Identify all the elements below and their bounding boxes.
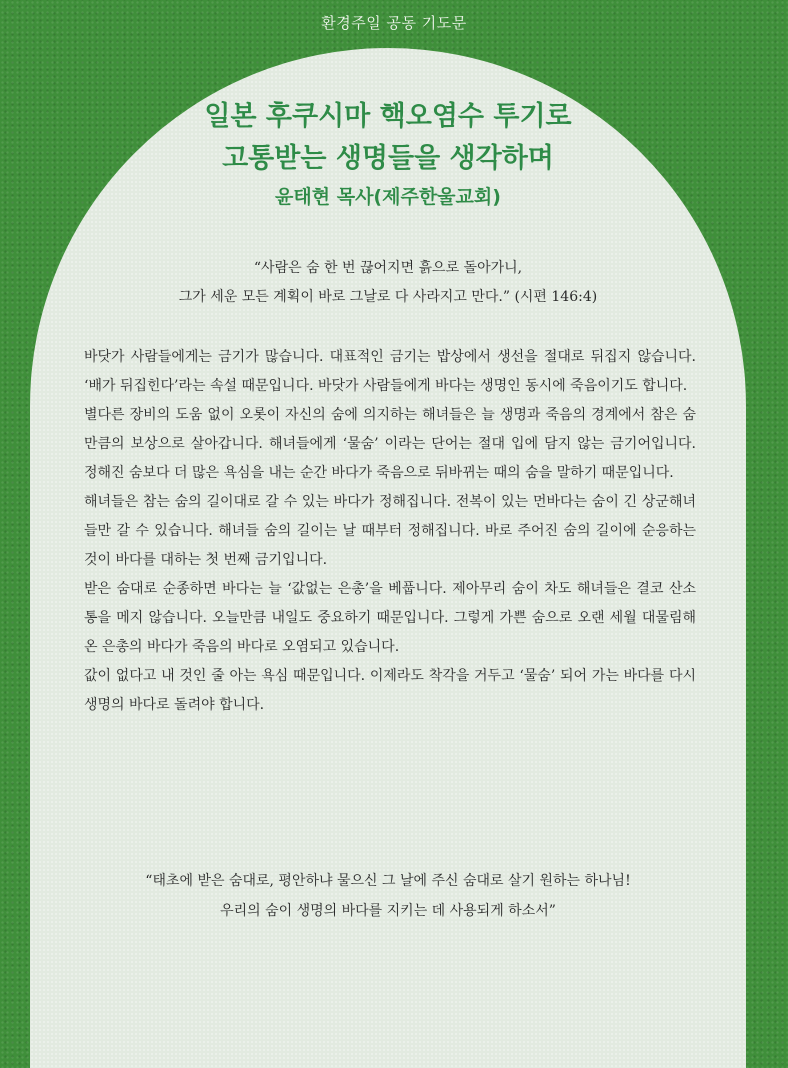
- body-paragraph-3: 해녀들은 참는 숨의 길이대로 갈 수 있는 바다가 정해집니다. 전복이 있는 먼바다는 숨이 긴 상군해녀들만 갈 수 있습니다. 해녀들 숨의 길이는 날 때부터 정해집니다. 바로 주어진 숨의 길이에 순응하는 것이 바다를 대하는 첫 번째 금기입니다.: [84, 494, 696, 568]
- prayer-line-2: 우리의 숨이 생명의 바다를 지키는 데 사용되게 하소서”: [220, 903, 556, 919]
- title-line-1: 일본 후쿠시마 핵오염수 투기로: [204, 101, 572, 132]
- body-paragraph-5: 값이 없다고 내 것인 줄 아는 욕심 때문입니다. 이제라도 착각을 거두고 ‘물숨’ 되어 가는 바다를 다시 생명의 바다로 돌려야 합니다.: [84, 668, 696, 713]
- prayer-line-1: “태초에 받은 숨대로, 평안하냐 물으신 그 날에 주신 숨대로 살기 원하는 하나님!: [145, 873, 631, 889]
- page-header-label: 환경주일 공동 기도문: [321, 14, 467, 32]
- body-paragraph-4: 받은 숨대로 순종하면 바다는 늘 ‘값없는 은총’을 베풉니다. 제아무리 숨이 차도 해녀들은 결코 산소통을 메지 않습니다. 오늘만큼 내일도 중요하기 때문입니다. 그렇게 가쁜 숨으로 오랜 세월 대물림해온 은총의 바다가 죽음의 바다로 오염되고 있습니다.: [84, 581, 696, 655]
- body-paragraph-1: 바닷가 사람들에게는 금기가 많습니다. 대표적인 금기는 밥상에서 생선을 절대로 뒤집지 않습니다. ‘배가 뒤집힌다’라는 속설 때문입니다. 바닷가 사람들에게 바다는 생명인 동시에 죽음이기도 합니다.: [84, 349, 696, 394]
- closing-prayer: [30, 866, 746, 926]
- title-line-2: 고통받는 생명들을 생각하며: [222, 143, 554, 174]
- scripture-quote: [30, 254, 746, 312]
- arch-card: [30, 48, 746, 1068]
- scripture-line-1: “사람은 숨 한 번 끊어지면 흙으로 돌아가니,: [253, 260, 523, 276]
- body-paragraph-2: 별다른 장비의 도움 없이 오롯이 자신의 숨에 의지하는 해녀들은 늘 생명과 죽음의 경계에서 참은 숨만큼의 보상으로 살아갑니다. 해녀들에게 ‘물숨’ 이라는 단어는 절대 입에 담지 않는 금기어입니다. 정해진 숨보다 더 많은 욕심을 내는 순간 바다가 죽음으로 뒤바뀌는 때의 숨을 말하기 때문입니다.: [84, 407, 696, 481]
- body-text: [84, 343, 696, 720]
- scripture-line-2: 그가 세운 모든 계획이 바로 그날로 다 사라지고 만다.” (시편 146:4): [178, 289, 598, 305]
- author-line: 윤태현 목사(제주한울교회): [275, 186, 501, 208]
